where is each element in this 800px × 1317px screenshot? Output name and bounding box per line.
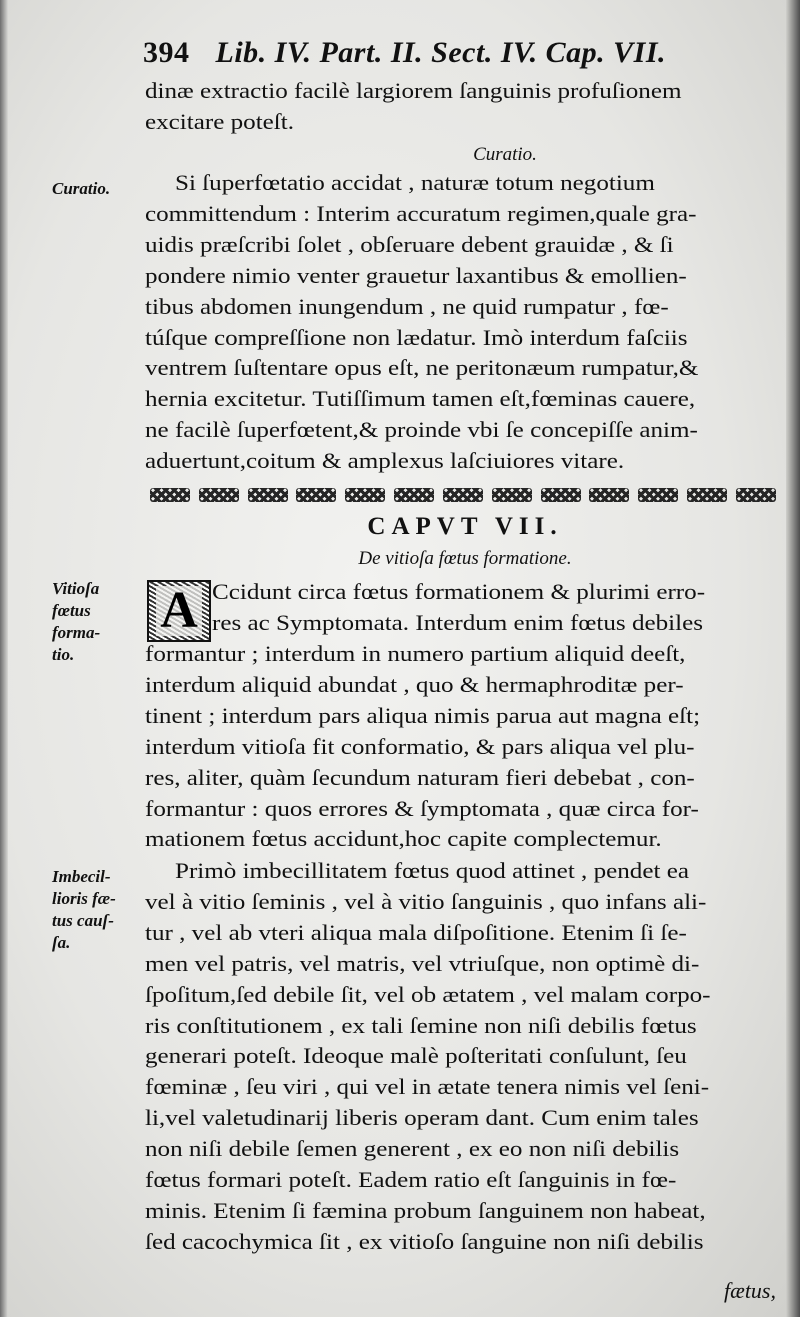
second-paragraph bbox=[145, 856, 781, 1258]
text-line: ventrem ſuſtentare opus eſt, ne peritonæum rumpatur,& bbox=[145, 355, 699, 381]
running-title: Lib. IV. Part. II. Sect. IV. Cap. VII. bbox=[215, 36, 666, 69]
curatio-heading: Curatio. bbox=[473, 144, 537, 165]
text-line: formantur ; interdum in numero partium aliquid deeſt, bbox=[145, 641, 686, 666]
chapter-subtitle: De vitioſa fœtus formatione. bbox=[358, 548, 572, 569]
text-line: hernia excitetur. Tutiſſimum tamen eſt,fœminas cauere, bbox=[145, 386, 696, 412]
text-line: pondere nimio venter grauetur laxantibus & emollien- bbox=[145, 262, 687, 288]
text-line: ne facilè ſuperfœtent,& proinde vbi ſe concepiſſe anim- bbox=[145, 417, 698, 443]
text-line: excitare poteſt. bbox=[145, 108, 295, 134]
text-line: generari poteſt. Ideoque malè poſteritati conſulunt, ſeu bbox=[145, 1043, 687, 1069]
margin-note-vitiosa: Vitioſa fœtus forma- tio. bbox=[52, 579, 101, 664]
text-line: Primò imbecillitatem fœtus quod attinet , pendet ea bbox=[175, 858, 689, 883]
text-line: Si ſuperfœtatio accidat , naturæ totum negotium bbox=[175, 170, 655, 195]
text-line: Ccidunt circa fœtus formationem & plurimi erro- bbox=[212, 579, 706, 604]
page-left-edge bbox=[0, 0, 8, 1317]
text-line: tinent ; interdum pars aliqua nimis parua aut magna eſt; bbox=[145, 702, 701, 728]
text-line: tibus abdomen inungendum , ne quid rumpatur , fœ- bbox=[145, 293, 669, 319]
text-line: formantur : quos errores & ſymptomata , quæ circa for- bbox=[145, 795, 699, 821]
dropcap-initial: A bbox=[147, 580, 211, 642]
text-line: res ac Symptomata. Interdum enim fœtus debiles bbox=[212, 609, 703, 635]
chapter-first-lines bbox=[212, 577, 782, 639]
text-line: túſque compreſſione non lædatur. Imò interdum faſciis bbox=[145, 324, 688, 350]
text-line: vel à vitio ſeminis , vel à vitio ſanguinis , quo infans ali- bbox=[145, 888, 707, 914]
text-line: li,vel valetudinarij liberis operam dant. Cum enim tales bbox=[145, 1105, 699, 1131]
text-line: uidis præſcribi ſolet , obſeruare debent grauidæ , & ſi bbox=[145, 231, 674, 257]
text-line: non niſi debile ſemen generent , ex eo non niſi debilis bbox=[145, 1136, 680, 1162]
page-number: 394 bbox=[143, 36, 190, 69]
page-right-edge bbox=[786, 0, 800, 1317]
text-line: dinæ extractio facilè largiorem ſanguinis profuſionem bbox=[145, 78, 682, 103]
margin-note-imbecillioris: Imbecil- lioris fæ- tus cauſ- ſa. bbox=[52, 867, 116, 952]
text-line: committendum : Interim accuratum regimen,quale gra- bbox=[145, 200, 697, 226]
running-header bbox=[143, 36, 783, 70]
text-line: ris conſtitutionem , ex tali ſemine non niſi debilis fœtus bbox=[145, 1012, 697, 1038]
intro-text bbox=[145, 76, 781, 138]
chapter-paragraph bbox=[145, 639, 781, 855]
text-line: fœtus formari poteſt. Eadem ratio eſt ſanguinis in fœ- bbox=[145, 1167, 677, 1193]
text-line: men vel patris, vel matris, vel vtriuſque, non optimè di- bbox=[145, 950, 700, 976]
text-line: minis. Etenim ſi fæmina probum ſanguinem non habeat, bbox=[145, 1197, 706, 1223]
text-line: res, aliter, quàm ſecundum naturam fieri debebat , con- bbox=[145, 764, 695, 790]
text-line: mationem fœtus accidunt,hoc capite complectemur. bbox=[145, 826, 662, 852]
text-line: interdum aliquid abundat , quo & hermaphroditæ per- bbox=[145, 671, 684, 697]
curatio-paragraph bbox=[145, 168, 781, 477]
text-line: interdum vitioſa fit conformatio, & pars aliqua vel plu- bbox=[145, 733, 695, 759]
text-line: aduertunt,coitum & amplexus laſciuiores vitare. bbox=[145, 448, 625, 474]
catchword: fætus, bbox=[724, 1278, 776, 1303]
text-line: fœminæ , ſeu viri , qui vel in ætate tenera nimis vel ſeni- bbox=[145, 1074, 710, 1100]
text-line: ſpoſitum,ſed debile ſit, vel ob ætatem , vel malam corpo- bbox=[145, 981, 711, 1007]
text-line: tur , vel ab vteri aliqua mala diſpoſitione. Etenim ſi ſe- bbox=[145, 919, 687, 945]
margin-note-curatio: Curatio. bbox=[52, 179, 111, 198]
text-line: ſed cacochymica ſit , ex vitioſo ſanguine non niſi debilis bbox=[145, 1228, 704, 1254]
ornamental-divider bbox=[150, 482, 776, 508]
chapter-title: CAPVT VII. bbox=[367, 513, 563, 540]
